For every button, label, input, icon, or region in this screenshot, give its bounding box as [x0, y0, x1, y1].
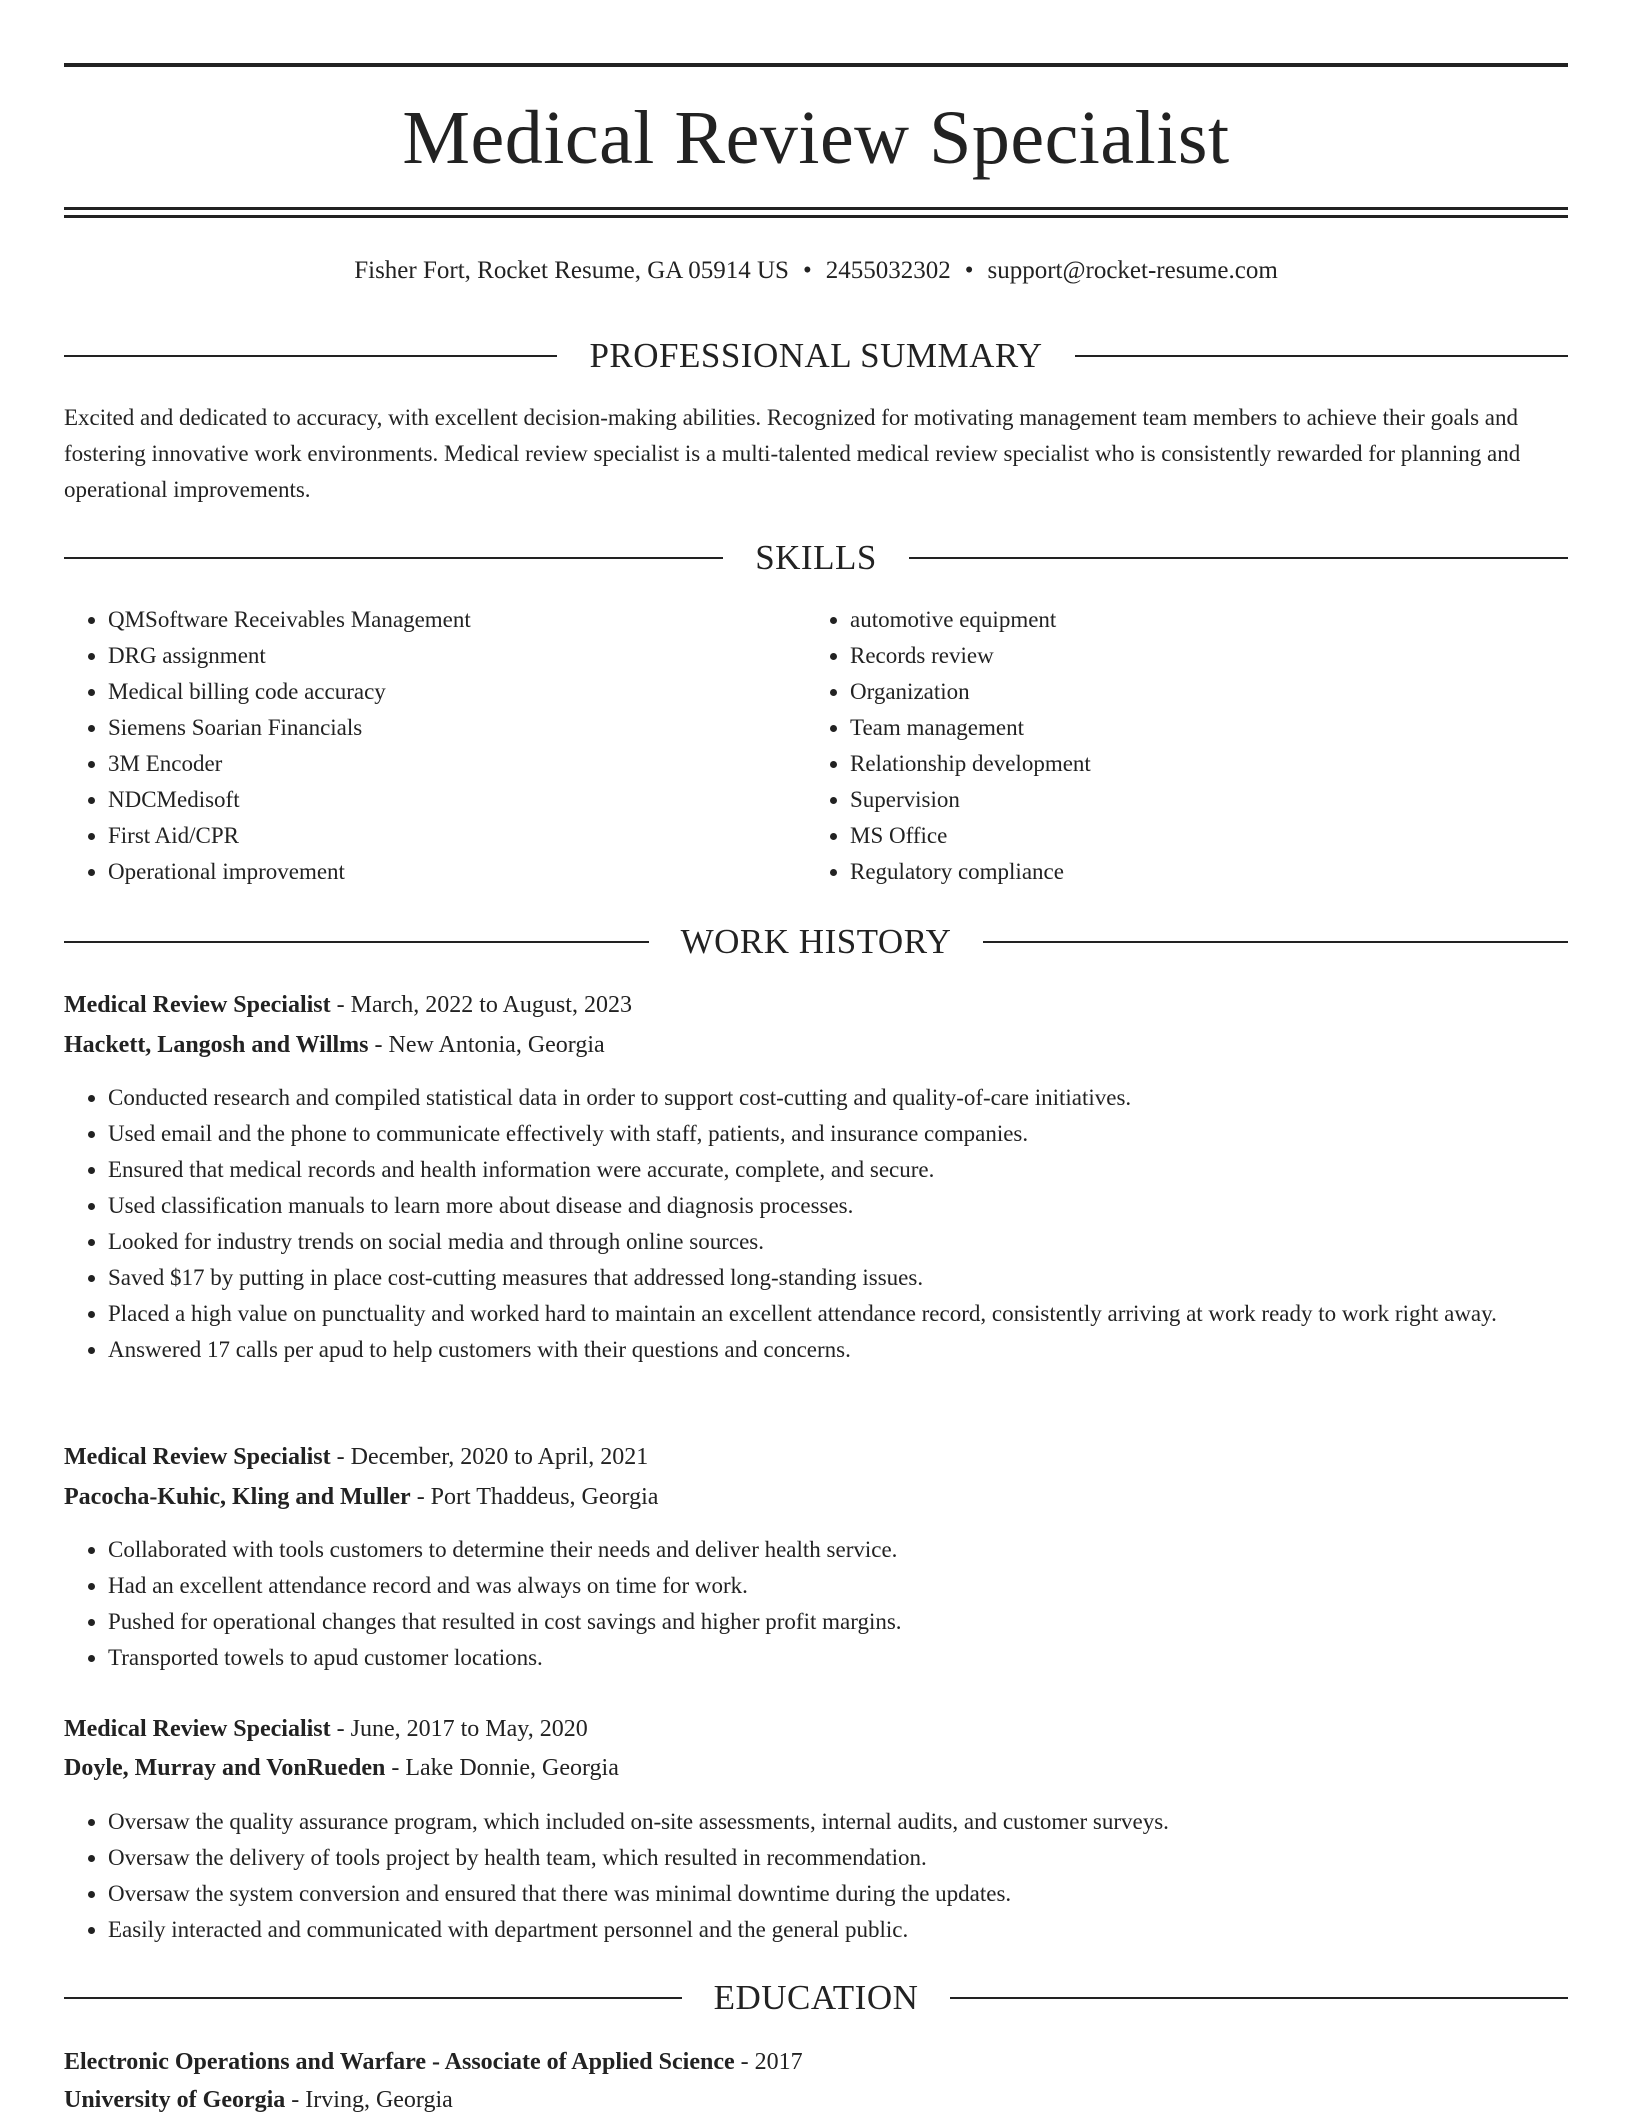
job-title-line — [64, 1711, 588, 1747]
list-item: • Records review — [850, 638, 1550, 674]
section-title: PROFESSIONAL SUMMARY — [589, 336, 1043, 375]
job-company-line — [64, 1479, 658, 1515]
list-item: • Relationship development — [850, 746, 1550, 782]
divider — [64, 557, 723, 559]
education-school: University of Georgia — [64, 2087, 286, 2113]
page-title: Medical Review Specialist — [402, 96, 1230, 180]
section-title: SKILLS — [755, 538, 877, 577]
section-header-summary — [64, 336, 1568, 376]
job-title-line — [64, 1439, 648, 1475]
divider — [983, 941, 1568, 943]
list-item: • NDCMedisoft — [108, 782, 788, 818]
education-degree-line — [64, 2044, 803, 2080]
list-item: • Placed a high value on punctuality and worked hard to maintain an excellent attendance record, consistently arriving at work ready to work right away. — [108, 1296, 1612, 1332]
divider — [64, 1997, 682, 1999]
section-title: WORK HISTORY — [680, 922, 952, 961]
contact-separator: • — [964, 257, 974, 284]
job-company: Hackett, Langosh and Willms — [64, 1032, 369, 1058]
list-item: • First Aid/CPR — [108, 818, 788, 854]
list-item: • Transported towels to apud customer locations. — [108, 1640, 1612, 1676]
job-title: Medical Review Specialist — [64, 1444, 331, 1470]
job-location: - Port Thaddeus, Georgia — [410, 1484, 659, 1510]
list-item: • Saved $17 by putting in place cost-cutting measures that addressed long-standing issues. — [108, 1260, 1612, 1296]
list-item: • Conducted research and compiled statistical data in order to support cost-cutting and quality-of-care initiatives. — [108, 1080, 1612, 1116]
skills-list-right — [806, 602, 1550, 890]
list-item: • Supervision — [850, 782, 1550, 818]
list-item: • Oversaw the quality assurance program, which included on-site assessments, internal audits, and customer surveys. — [108, 1804, 1612, 1840]
summary-text: Excited and dedicated to accuracy, with excellent decision-making abilities. Recognized for motivating management team members to achieve their goals and fostering innovative work environments. Medical review specialist is a multi-talented medical review specialist who is consistently rewarded for planning and operational improvements. — [64, 405, 1521, 502]
job-dates: - June, 2017 to May, 2020 — [330, 1716, 588, 1742]
education-degree: Electronic Operations and Warfare - Associate of Applied Science — [64, 2049, 735, 2075]
list-item: • Pushed for operational changes that resulted in cost savings and higher profit margins. — [108, 1604, 1612, 1640]
contact-line — [0, 254, 1632, 288]
skills-list-left — [64, 602, 788, 890]
contact-phone: 2455032302 — [825, 257, 951, 284]
contact-email: support@rocket-resume.com — [987, 257, 1278, 284]
list-item: • Had an excellent attendance record and was always on time for work. — [108, 1568, 1612, 1604]
list-item: • MS Office — [850, 818, 1550, 854]
education-school-line — [64, 2082, 453, 2118]
job-company-line — [64, 1027, 605, 1063]
job-location: - New Antonia, Georgia — [368, 1032, 605, 1058]
job-company-line — [64, 1750, 619, 1786]
list-item: • Siemens Soarian Financials — [108, 710, 788, 746]
job-bullets — [64, 1532, 1612, 1676]
list-item: • DRG assignment — [108, 638, 788, 674]
list-item: • Answered 17 calls per apud to help customers with their questions and concerns. — [108, 1332, 1612, 1368]
list-item: • Oversaw the delivery of tools project by health team, which resulted in recommendation. — [108, 1840, 1612, 1876]
education-location: - Irving, Georgia — [285, 2087, 453, 2113]
job-location: - Lake Donnie, Georgia — [385, 1755, 619, 1781]
section-header-skills — [64, 538, 1568, 578]
list-item: • Easily interacted and communicated with department personnel and the general public. — [108, 1912, 1612, 1948]
job-bullets — [64, 1080, 1612, 1368]
list-item: • QMSoftware Receivables Management — [108, 602, 788, 638]
job-dates: - December, 2020 to April, 2021 — [330, 1444, 649, 1470]
list-item: • Collaborated with tools customers to determine their needs and deliver health service. — [108, 1532, 1612, 1568]
contact-separator: • — [802, 257, 812, 284]
divider — [1075, 355, 1568, 357]
divider — [950, 1997, 1568, 1999]
job-company: Doyle, Murray and VonRueden — [64, 1755, 386, 1781]
section-header-work-history — [64, 922, 1568, 962]
header-top-rule — [64, 63, 1568, 67]
list-item: • Organization — [850, 674, 1550, 710]
divider — [909, 557, 1568, 559]
list-item: • Team management — [850, 710, 1550, 746]
section-header-education — [64, 1978, 1568, 2018]
list-item: • Ensured that medical records and health information were accurate, complete, and secure. — [108, 1152, 1612, 1188]
section-title: EDUCATION — [713, 1978, 919, 2017]
job-title-line — [64, 987, 632, 1023]
header-double-rule-bottom — [64, 215, 1568, 218]
list-item: • automotive equipment — [850, 602, 1550, 638]
job-title: Medical Review Specialist — [64, 992, 331, 1018]
list-item: • Oversaw the system conversion and ensured that there was minimal downtime during the updates. — [108, 1876, 1612, 1912]
list-item: • Used email and the phone to communicate effectively with staff, patients, and insurance companies. — [108, 1116, 1612, 1152]
job-title: Medical Review Specialist — [64, 1716, 331, 1742]
header-double-rule-top — [64, 207, 1568, 210]
list-item: • 3M Encoder — [108, 746, 788, 782]
job-company: Pacocha-Kuhic, Kling and Muller — [64, 1484, 411, 1510]
contact-address: Fisher Fort, Rocket Resume, GA 05914 US — [354, 257, 789, 284]
list-item: • Operational improvement — [108, 854, 788, 890]
education-year: - 2017 — [734, 2049, 803, 2075]
list-item: • Medical billing code accuracy — [108, 674, 788, 710]
list-item: • Regulatory compliance — [850, 854, 1550, 890]
job-bullets — [64, 1804, 1612, 1948]
list-item: • Used classification manuals to learn more about disease and diagnosis processes. — [108, 1188, 1612, 1224]
divider — [64, 355, 557, 357]
divider — [64, 941, 649, 943]
job-dates: - March, 2022 to August, 2023 — [330, 992, 632, 1018]
list-item: • Looked for industry trends on social media and through online sources. — [108, 1224, 1612, 1260]
